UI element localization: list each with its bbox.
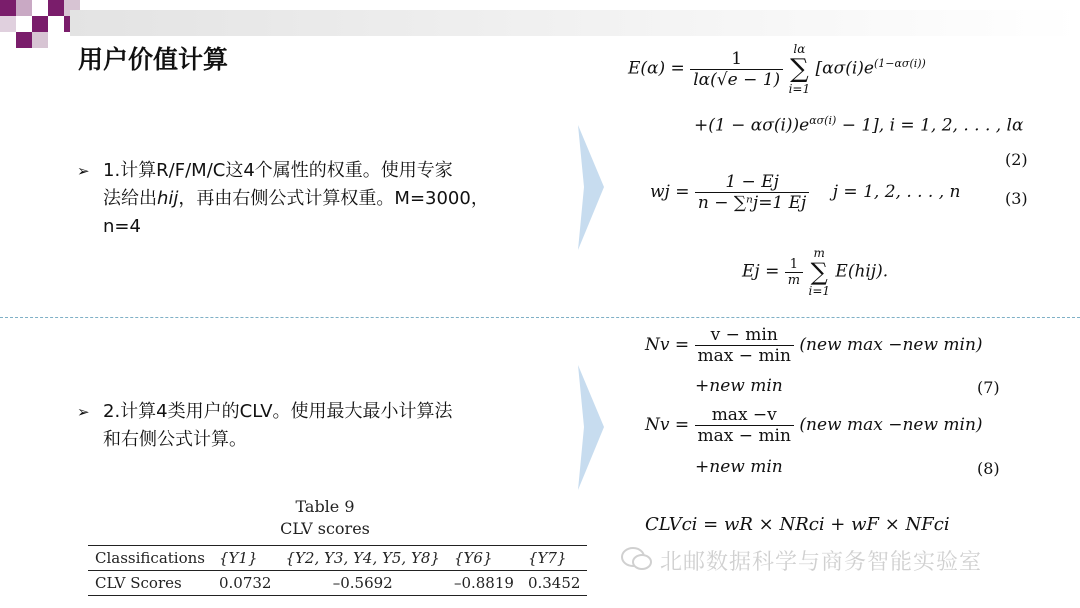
- table-header-cell: Classifications: [88, 546, 212, 571]
- formula-weight: wj = $\frac{1 - Ej}{\text{n − ∑ⁿj=1 Ej}}$ j = 1, 2, . . . , n: [650, 172, 961, 213]
- table-cell: 0.0732: [212, 571, 279, 596]
- formula-entropy-line2: $+(1 - \alpha\sigma(i))e^{\alpha\sigma(i)} - 1$], i = 1, 2, . . . , lα: [694, 114, 1024, 136]
- bullet-line: n=4: [103, 216, 141, 237]
- bullet-line: 和右侧公式计算。: [103, 429, 247, 450]
- table-header-cell: {Y1}: [212, 546, 279, 571]
- formula-entropy: E(α) = $\frac{1}{l\alpha(√e - 1)}$ lα ∑ i=1 [$\alpha\sigma(i)e^{(1-\alpha\sigma(i))}$: [628, 42, 926, 96]
- table-caption: Table 9: [295, 497, 355, 516]
- bullet-arrow-icon: ➢: [77, 162, 90, 180]
- wechat-icon: [620, 546, 654, 572]
- equation-number: (2): [1005, 150, 1028, 169]
- slide-title: 用户价值计算: [78, 45, 229, 74]
- bullet-line: 1.计算R/F/M/C这4个属性的权重。使用专家: [103, 160, 453, 181]
- formula-normalize-neg-line2: +new min: [695, 457, 783, 477]
- table-cell: –0.8819: [447, 571, 521, 596]
- formula-ej: Ej = $\frac{1}{m}$ m ∑ i=1 E(hij).: [742, 246, 889, 298]
- header-bar: [70, 10, 1080, 36]
- section-divider: [0, 317, 1080, 318]
- table-cell: CLV Scores: [88, 571, 212, 596]
- right-arrow-icon: [574, 365, 604, 490]
- bullet-arrow-icon: ➢: [77, 403, 90, 421]
- formula-clv: CLVci = wR × NRci + wF × NFci: [645, 514, 950, 535]
- equation-number: (8): [977, 459, 1000, 478]
- right-arrow-icon: [574, 125, 604, 250]
- table-cell: –0.5692: [278, 571, 446, 596]
- bullet-weights: [77, 157, 563, 241]
- watermark-text: 北邮数据科学与商务智能实验室: [660, 550, 983, 575]
- table-header-cell: {Y6}: [447, 546, 521, 571]
- corner-decoration: [0, 0, 80, 48]
- table-header-cell: {Y7}: [521, 546, 588, 571]
- table-header-row: [88, 546, 587, 571]
- bullet-line: 法给出hij，再由右侧公式计算权重。M=3000，: [103, 188, 489, 209]
- equation-number: (7): [977, 378, 1000, 397]
- table-subcaption: CLV scores: [280, 519, 370, 538]
- table-header-cell: {Y2, Y3, Y4, Y5, Y8}: [278, 546, 446, 571]
- bullet-clv: [77, 398, 563, 454]
- formula-normalize-neg: Nv = $\frac{\max -v}{\max - \min}$ (new max −new min): [645, 405, 983, 446]
- table-cell: 0.3452: [521, 571, 588, 596]
- clv-table: [88, 545, 587, 596]
- formula-normalize-pos: Nv = $\frac{v - \min}{\max - \min}$ (new max −new min): [645, 325, 983, 366]
- equation-number: (3): [1005, 189, 1028, 208]
- formula-normalize-pos-line2: +new min: [695, 376, 783, 396]
- bullet-line: 2.计算4类用户的CLV。使用最大最小计算法: [103, 401, 453, 422]
- table-row: [88, 571, 587, 596]
